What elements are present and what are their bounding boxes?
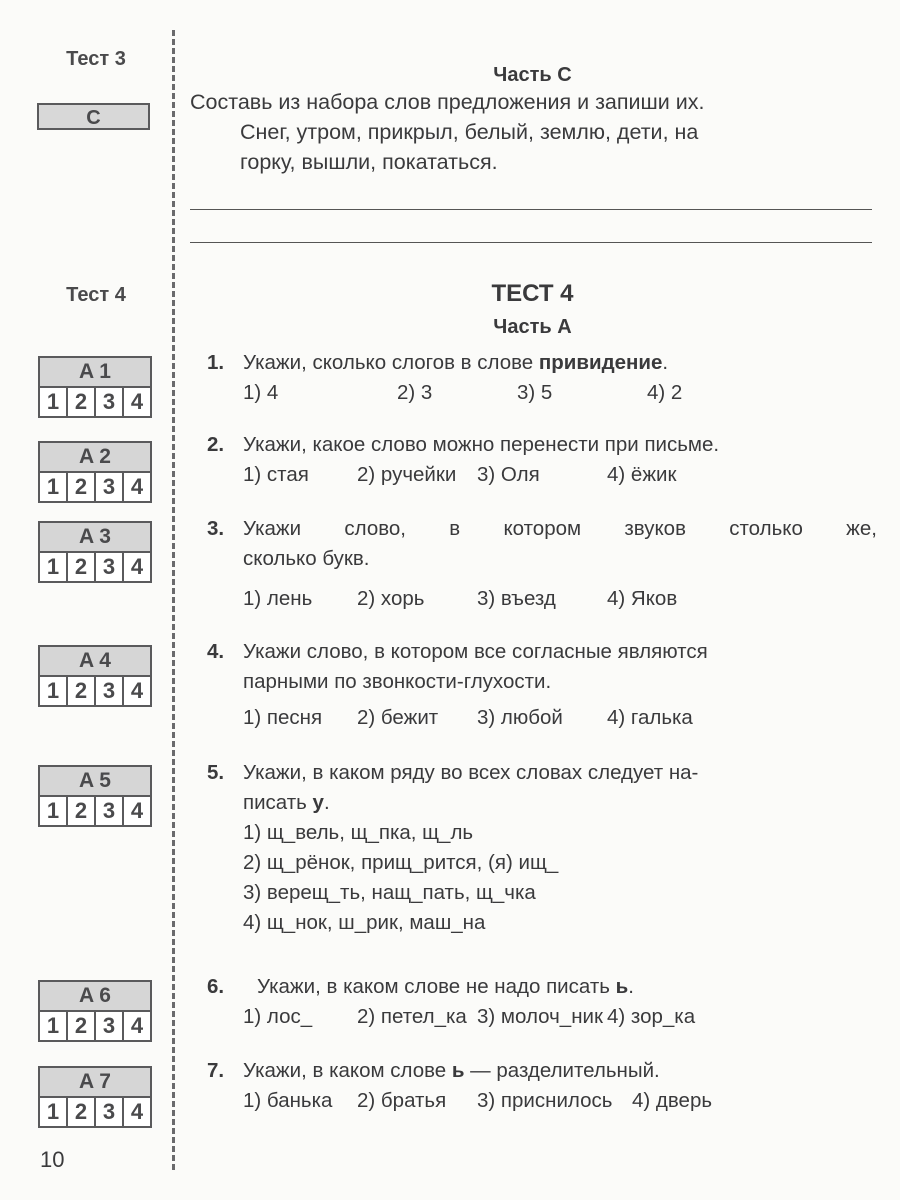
answer-line-1[interactable] [190,209,872,210]
question-tail: . [628,975,634,998]
answer-box-a4 [38,645,152,707]
answer-option-3[interactable]: 3 [96,677,124,705]
question-4 [207,637,877,733]
answer-box-title: A 7 [40,1068,150,1098]
option-3[interactable]: 3) любой [477,706,563,729]
part-c-words-line1: Снег, утром, прикрыл, белый, землю, дети, на [240,120,699,144]
part-a-title: Часть А [493,316,572,338]
question-7 [207,1056,877,1116]
answer-option-3[interactable]: 3 [96,553,124,581]
answer-option-4[interactable]: 4 [130,554,144,579]
test4-label: Тест 4 [66,284,126,306]
option-2[interactable]: 2) хорь [357,587,425,610]
part-c-words-line2: горку, вышли, покататься. [240,150,498,174]
answer-box-a3 [38,521,152,583]
answer-option-4[interactable]: 4 [130,1013,144,1038]
option-1[interactable]: 1) банька [243,1089,333,1112]
question-text-line2: писать [243,791,313,814]
answer-box-title: A 2 [40,443,150,473]
question-number: 7. [207,1059,225,1082]
answer-option-4[interactable]: 4 [130,798,144,823]
answer-box-title: A 4 [40,647,150,677]
option-1[interactable]: 1) щ_вель, щ_пка, щ_ль [243,821,474,844]
test3-label: Тест 3 [66,48,126,70]
question-text: Укажи, в каком слове не надо писать [257,975,616,998]
answer-box-title: A 1 [40,358,150,388]
question-6 [207,972,877,1032]
answer-box-a6 [38,980,152,1042]
question-keyword: привидение [538,351,663,374]
question-text-line1: Укажи слово, в котором звуков столько же, [243,517,877,540]
answer-option-3[interactable]: 3 [96,388,124,416]
option-4[interactable]: 4) ёжик [607,463,677,486]
question-1 [207,348,877,408]
question-text: Укажи, в каком слове [243,1059,452,1082]
answer-option-4[interactable]: 4 [130,474,144,499]
option-1[interactable]: 1) песня [243,706,323,729]
test4-title: ТЕСТ 4 [491,280,574,307]
question-3 [207,514,877,614]
answer-box-a7 [38,1066,152,1128]
option-1[interactable]: 1) лень [243,587,313,610]
answer-box-title: A 3 [40,523,150,553]
answer-box-a1 [38,356,152,418]
answer-option-3[interactable]: 3 [96,473,124,501]
question-text: Укажи, сколько слогов в слове [243,351,539,374]
question-number: 6. [207,975,225,998]
answer-option-4[interactable]: 4 [130,389,144,414]
option-3[interactable]: 3) въезд [477,587,556,610]
question-tail: . [323,791,330,814]
answer-option-1[interactable]: 1 [40,388,68,416]
question-text-line2: сколько букв. [243,547,370,570]
option-2[interactable]: 2) братья [357,1089,447,1112]
question-number: 2. [207,433,225,456]
answer-option-1[interactable]: 1 [40,473,68,501]
answer-box-a2 [38,441,152,503]
option-1[interactable]: 1) лос_ [243,1005,313,1028]
option-2[interactable]: 2) ручейки [357,463,457,486]
answer-option-2[interactable]: 2 [68,1012,96,1040]
answer-option-3[interactable]: 3 [96,1012,124,1040]
part-c-task: Составь из набора слов предложения и запиши их. [190,90,705,114]
question-number: 4. [207,640,225,663]
question-text-line1: Укажи, в каком ряду во всех словах следует на- [243,761,699,784]
option-1[interactable]: 1) стая [243,463,309,486]
answer-option-2[interactable]: 2 [68,1098,96,1126]
option-4[interactable]: 4) 2 [647,381,683,404]
question-number: 1. [207,351,225,374]
answer-box-a5 [38,765,152,827]
option-4[interactable]: 4) дверь [632,1089,713,1112]
option-4[interactable]: 4) Яков [607,587,678,610]
test3-part-c-section [190,64,875,177]
question-keyword: у [312,791,324,814]
question-tail: — разделительный. [464,1059,660,1082]
test4-header [190,280,875,339]
question-text-line1: Укажи слово, в котором все согласные являются [243,640,708,663]
option-4[interactable]: 4) галька [607,706,693,729]
option-2[interactable]: 2) щ_рёнок, прищ_рится, (я) ищ_ [243,851,559,874]
answer-option-3[interactable]: 3 [96,797,124,825]
option-4[interactable]: 4) зор_ка [607,1005,696,1028]
question-tail: . [662,351,669,374]
page-divider-dashed [172,30,175,1170]
question-text: Укажи, какое слово можно перенести при письме. [243,433,720,456]
option-2[interactable]: 2) бежит [357,706,439,729]
answer-option-1[interactable]: 1 [40,677,68,705]
option-3[interactable]: 3) 5 [517,381,553,404]
answer-box-title: A 5 [40,767,150,797]
answer-option-2[interactable]: 2 [68,388,96,416]
question-number: 5. [207,761,225,784]
option-2[interactable]: 2) петел_ка [357,1005,467,1028]
answer-option-1[interactable]: 1 [40,1012,68,1040]
question-text-line2: парными по звонкости-глухости. [243,670,552,693]
answer-option-2[interactable]: 2 [68,553,96,581]
answer-option-3[interactable]: 3 [96,1098,124,1126]
answer-box-title: A 6 [40,982,150,1012]
answer-option-4[interactable]: 4 [130,1099,144,1124]
test3-part-c-box: C [37,103,150,130]
answer-option-1[interactable]: 1 [40,1098,68,1126]
option-3[interactable]: 3) Оля [477,463,540,486]
question-keyword: ь [615,975,629,998]
page-number: 10 [40,1147,65,1172]
answer-option-1[interactable]: 1 [40,553,68,581]
answer-option-2[interactable]: 2 [68,797,96,825]
answer-option-1[interactable]: 1 [40,797,68,825]
answer-option-4[interactable]: 4 [130,678,144,703]
part-c-title: Часть С [493,64,572,86]
answer-line-2[interactable] [190,242,872,243]
question-5 [207,758,877,938]
question-2 [207,430,877,490]
option-3[interactable]: 3) приснилось [477,1089,613,1112]
question-keyword: ь [451,1059,465,1082]
option-4[interactable]: 4) щ_нок, ш_рик, маш_на [243,911,486,934]
answer-option-2[interactable]: 2 [68,677,96,705]
answer-option-2[interactable]: 2 [68,473,96,501]
option-3[interactable]: 3) верещ_ть, нащ_пать, щ_чка [243,881,536,904]
option-2[interactable]: 2) 3 [397,381,433,404]
option-3[interactable]: 3) молоч_ник [477,1005,603,1028]
option-1[interactable]: 1) 4 [243,381,279,404]
question-number: 3. [207,517,225,540]
